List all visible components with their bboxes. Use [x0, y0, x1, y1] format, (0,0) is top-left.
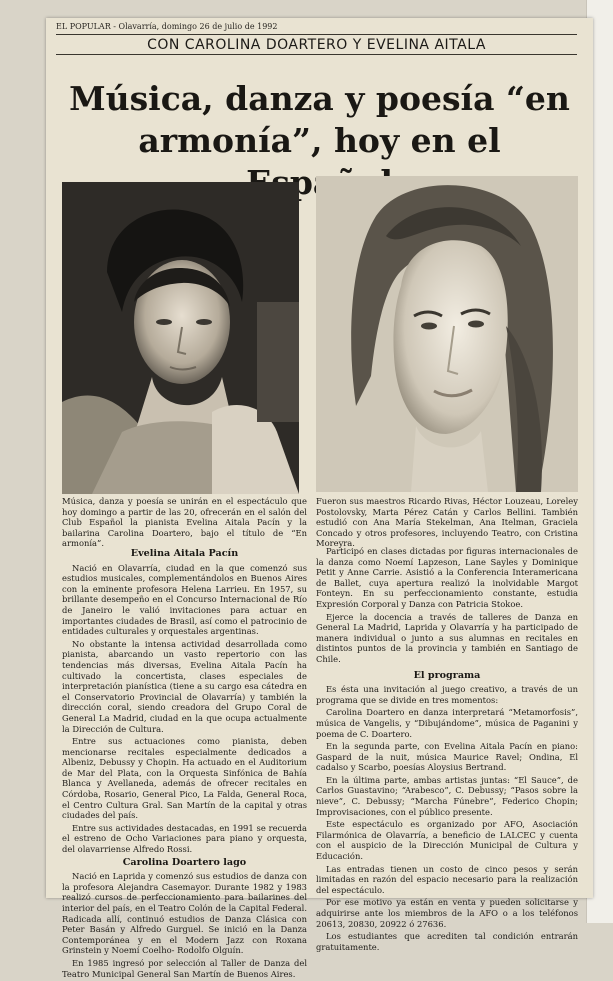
paragraph: Entre sus actividades destacadas, en 1991 se recuerda el estreno de Ocho Variaciones para piano y orquesta, del olavarriense Alfredo Rossi.	[62, 822, 307, 855]
caption-left: Música, danza y poesía se unirán en el espectáculo que hoy domingo a partir de las 20, ofrecerán en el salón del Club Español la pianista Evelina Aitala Pacín y la bailarina Carolina Doartero, bajo el título de “En armonía”.	[62, 496, 307, 549]
paragraph: Participó en clases dictadas por figuras internacionales de la danza como Noemí Lapzeson, Lane Sayles y Dominique Petit y Anne Carrie. Asistió a la Conferencia Interamericana de Ballet, cuya apertura realizó la inolvidable Margot Fonteyn. En su perfeccionamiento constante, estudia Expresión Corporal y Danza con Patricia Stokoe.	[316, 546, 578, 609]
photo-carolina-doartero	[316, 176, 578, 492]
heading-programa: El programa	[413, 669, 481, 681]
paragraph: Entre sus actuaciones como pianista, deben mencionarse recitales especialmente dedicados a Albeniz, Debussy y Chopin. Ha actuado en el Auditorium de Mar del Plata, con la Orquesta Sinfónica de Bahía Blanca y Avellaneda, además de ofrecer recitales en Córdoba, Rosario, General Pico, La Falda, General Roca, el Centro Cultura Gral. San Martín de la capital y otras ciudades del país.	[62, 736, 307, 821]
heading-evelina: Evelina Aitala Pacín	[130, 548, 239, 559]
paragraph: Este espectáculo es organizado por AFO, Asociación Filarmónica de Olavarría, a beneficio de LALCEC y cuenta con el auspicio de la Dirección Municipal de Cultura y Educación.	[316, 819, 578, 862]
paragraph: En la segunda parte, con Evelina Aitala Pacín en piano: Gaspard de la nuit, música Maurice Ravel; Ondina, El cadalso y Scarbo, poesías Aloysius Bertrand.	[316, 741, 578, 773]
paragraph: Es ésta una invitación al juego creativo, a través de un programa que se divide en tres momentos:	[316, 684, 578, 705]
paragraph: En 1985 ingresó por selección al Taller de Danza del Teatro Municipal General San Martín de Buenos Aires.	[62, 957, 307, 979]
kicker-title: CON CAROLINA DOARTERO Y EVELINA AITALA	[56, 34, 577, 55]
paragraph: Nació en Laprida y comenzó sus estudios de danza con la profesora Alejandra Casemayor. Durante 1982 y 1983 realizó cursos de perfeccionamiento para bailarines del interior del país, en el Teatro Colón de la Capital Federal. Radicada allí, continuó estudios de Danza Clásica con Peter Basán y Alfredo Gurguel. Se inició en la Danza Contemporánea y en el Modern Jazz con Roxana Grinstein y Noemí Coelho- Rodolfo Olguín.	[62, 871, 308, 956]
paragraph: Ejerce la docencia a través de talleres de Danza en General La Madrid, Laprida y Olavarría y ha participado de manera individual o junto a sus alumnas en recitales en distintos puntos de la provincia y también en Santiago de Chile.	[316, 611, 578, 664]
caption-right: Fueron sus maestros Ricardo Rivas, Héctor Louzeau, Loreley Postolovsky, Marta Pérez Catán y Carlos Bellini. También estudió con Ana María Stekelman, Ana Itelman, Graciela Concado y otros profesores, incluyendo Teatro, con Cristina Moreyra.	[316, 496, 578, 549]
dateline: EL POPULAR - Olavarría, domingo 26 de julio de 1992	[56, 22, 278, 31]
paragraph: Nació en Olavarría, ciudad en la que comenzó sus estudios musicales, complementándolos en Buenos Aires con la eminente profesora Helena Larrieu. En 1957, su brillante desempeño en el Concurso Internacional de Río de Janeiro le valió invitaciones para actuar en importantes ciudades de Brasil, así como el patrocinio de entidades culturales y orquestales argentinas.	[62, 562, 307, 637]
right-column	[316, 546, 578, 954]
headline: Música, danza y poesía “en armonía”, hoy en el	[69, 79, 570, 160]
paragraph: En la última parte, ambas artistas juntas: “El Sauce”, de Carlos Guastavino; “Arabesco”, C. Debussy; “Pasos sobre la nieve”, C. Debussy; “Marcha Fúnebre”, Federico Chopin; Improvisaciones, con el público presente.	[316, 774, 578, 817]
paragraph: Por ese motivo ya están en venta y pueden solicitarse y adquirirse ante los miembros de la AFO o a los teléfonos 20613, 20830, 20922 ó 27636.	[316, 897, 578, 929]
paragraph: Los estudiantes que acrediten tal condición entrarán gratuitamente.	[316, 931, 578, 952]
heading-carolina: Carolina Doartero lago	[122, 856, 247, 868]
photo-evelina-aitala	[62, 182, 299, 494]
newspaper-clipping	[46, 18, 593, 979]
paragraph: Carolina Doartero en danza interpretará “Metamorfosis”, música de Vangelis, y “Dibujándome”, música de Paganini y poema de C. Doartero.	[316, 707, 578, 739]
paragraph: Las entradas tienen un costo de cinco pesos y serán limitadas en razón del espacio necesario para la realización del espectáculo.	[316, 863, 578, 895]
left-column	[62, 546, 307, 981]
paragraph: No obstante la intensa actividad desarrollada como pianista, abarcando un vasto repertorio con las tendencias más diversas, Evelina Aitala Pacín ha cultivado la concertista, clases especiales de interpretación pianística (tiene a su cargo esa cátedra en el Conservatorio Provincial de Olavarría) y también la dirección coral, siendo creadora del Grupo Coral de General La Madrid, ciudad en la que ocupa actualmente la Dirección de Cultura.	[62, 638, 307, 734]
